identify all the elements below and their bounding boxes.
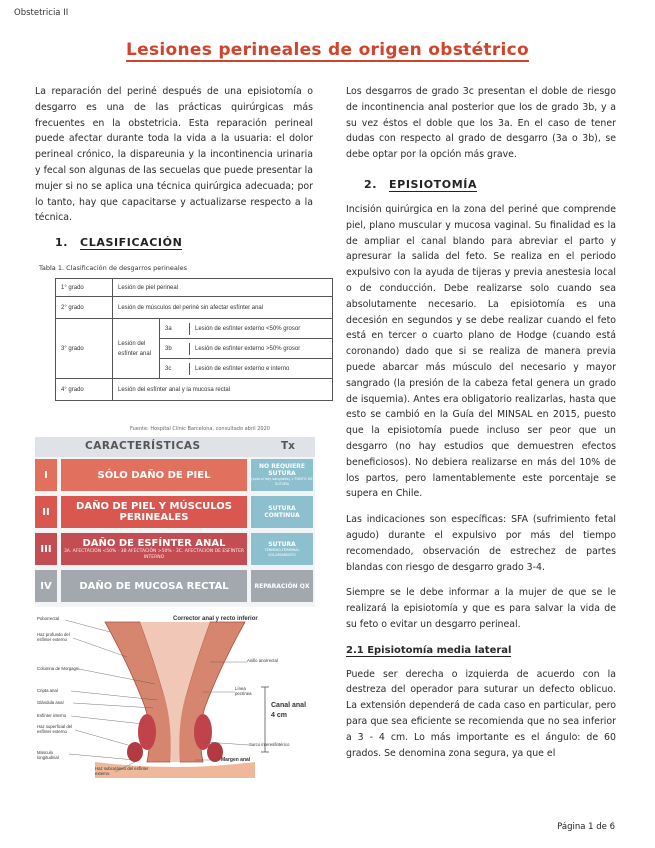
page-footer: Página 1 de 6: [557, 822, 615, 832]
grade-description: [61, 570, 247, 602]
treatment-subtext: TÉRMINO-TERMINAL SOLAPAMIENTO: [264, 547, 300, 557]
grade-treatment: [251, 459, 313, 491]
treatment-subtext: (solo si hay sangrado) 1 PUNTO DE SUTURA: [251, 477, 313, 486]
characteristics-graphic: [35, 437, 315, 607]
grade-number: I: [35, 459, 57, 491]
grade-number: IV: [35, 570, 57, 602]
anatomy-label: Haz subcutáneo del esfínter externo: [95, 766, 149, 776]
page-header: Obstetricia II: [14, 8, 69, 18]
table-cell: [160, 319, 333, 339]
paragraph-indications: Las indicaciones son específicas: SFA (sufrimiento fetal agudo) durante el expulsivo por más del tiempo recomendado, observación de estrechez de partes blandas con riesgo de desgarro grado 3-4.: [346, 514, 616, 573]
table-row: [56, 279, 333, 297]
grade-row-1: [35, 459, 315, 493]
table-source: Fuente: Hospital Clínic Barcelona, consultado abril 2020: [130, 426, 270, 432]
section-number: 2.: [364, 178, 378, 191]
grade-treatment: [251, 496, 313, 528]
anatomy-label: Línea pectínea: [235, 686, 252, 696]
left-column: [35, 84, 313, 236]
treatment-text: NO REQUIERE SUTURA: [259, 463, 305, 477]
section-heading-classification: [55, 236, 182, 249]
subsection-heading: [346, 643, 616, 659]
anatomy-label: Haz superficial del esfínter externo: [37, 724, 73, 734]
right-column: [346, 84, 616, 173]
subgrade-desc: Lesión de esfínter externo <50% grosor: [195, 325, 301, 332]
page-title: [0, 40, 655, 60]
grade-description-text: DAÑO DE MUCOSA RECTAL: [79, 580, 229, 592]
table-row: [56, 319, 333, 339]
treatment-text: REPARACIÓN QX: [254, 582, 310, 590]
section-title: EPISIOTOMÍA: [389, 178, 478, 191]
paragraph-grade-3c: Los desgarros de grado 3c presentan el doble de riesgo de incontinencia anal posterior que los de grado 3b, y a su vez éstos el doble que los 3a. En el caso de tener dudas con respecto al grado de desgarro (3a o 3b), se debe optar por la opción más grave.: [346, 86, 616, 161]
anatomy-label: Glándula anal: [37, 700, 64, 705]
header-tx: Tx: [281, 440, 295, 452]
table-cell: Lesión del esfínter anal: [113, 319, 160, 379]
grade-treatment: [251, 570, 313, 602]
subgrade-desc: Lesión de esfínter externo e interno: [195, 365, 290, 372]
anatomy-figure: [35, 612, 315, 778]
section-title: CLASIFICACIÓN: [80, 236, 183, 249]
anatomy-label: Columna de Morgagni: [37, 666, 80, 671]
anatomy-label: Surco interesfintérico: [249, 742, 290, 747]
grade-number: II: [35, 496, 57, 528]
treatment-text: SUTURA CONTINUA: [264, 505, 300, 519]
table-cell: Lesión de músculos del periné sin afectar esfínter anal: [113, 297, 333, 319]
table-cell: Lesión de piel perineal: [113, 279, 333, 297]
anatomy-label: Anillo anorrectal: [247, 658, 278, 663]
subsection-title: 2.1 Episiotomía media lateral: [346, 644, 512, 656]
table-cell: 4° grado: [56, 379, 113, 401]
grade-description-text: SÓLO DAÑO DE PIEL: [97, 469, 211, 481]
section-number: 1.: [55, 236, 69, 249]
anatomy-label: Músculo longitudinal: [37, 750, 59, 760]
grade-description-text: DAÑO DE PIEL Y MÚSCULOS PERINEALES: [76, 501, 232, 523]
table-row: [56, 379, 333, 401]
table-cell: [160, 339, 333, 359]
subgrade: 3b: [160, 343, 190, 355]
subgrade: 3c: [160, 363, 190, 375]
anatomy-label: Margen anal: [221, 757, 251, 763]
table-caption: Tabla 1. Clasificación de desgarros perineales: [39, 264, 188, 272]
table-cell: 1° grado: [56, 279, 113, 297]
table-row: [56, 297, 333, 319]
subgrade-desc: Lesión de esfínter externo >50% grosor: [195, 345, 301, 352]
grade-row-2: [35, 496, 315, 530]
table-cell: 3° grado: [56, 319, 113, 379]
grade-description: [61, 459, 247, 491]
grade-description: [61, 533, 247, 565]
grade-treatment: [251, 533, 313, 565]
table-cell: 2° grado: [56, 297, 113, 319]
table-cell: Lesión del esfínter anal y la mucosa rectal: [113, 379, 333, 401]
grade-row-4: [35, 570, 315, 604]
classification-table: [55, 278, 333, 401]
right-column-body: [346, 202, 616, 771]
anatomy-label: Poborrectal: [37, 616, 59, 621]
grade-subtext: 3A. AFECTACIÓN <50% · 3B AFECTACIÓN >50% · 3C. AFECTACIÓN DE ESFÍNTER INTERNO: [63, 548, 245, 560]
paragraph-incision: Incisión quirúrgica en la zona del periné que comprende piel, plano muscular y mucosa vaginal. Su finalidad es la de ampliar el canal blando para abreviar el parto y apresurar la salida del feto. Se realiza en el periodo expulsivo con la ayuda de tijeras y previa anestesia local o de conducción. Debe realizarse solo cuando sea absolutamente necesario. La episiotomía es una decesión en segundos y se debe realizar cuando el feto está en tercer o cuarto plano de Hodge (cuando está coronando) dado que si se realiza de manera previa puede abarcar más músculo del necesario y mayor sangrado (la presión de la cabeza fetal genera un grado de isquemia). Antes era obligatorio realizarlas, hasta que esto se cambió en la Guía del MINSAL en 2015, puesto que la episiotomía puede incluso ser peor que un desgarro (no hay estudios que demuestren efectos beneficiosos). No debiera realizarse en más del 10% de los partos, pero lamentablemente este porcentaje se supera en Chile.: [346, 204, 616, 500]
subgrade: 3a: [160, 323, 190, 335]
intro-paragraph: La reparación del periné después de una episiotomía o desgarro es una de las prácticas quirúrgicas más frecuentes en la obstetricia. Esta reparación perineal puede afectar durante toda la vida a la usuaria: el dolor perineal crónico, la dispareunia y la incontinencia urinaria y fecal son algunas de las secuelas que puede presentar la mujer si no se aplica una técnica quirúrgica adecuada; por lo tanto, hay que capacitarse y actualizarse respecto a la técnica.: [35, 86, 313, 224]
anatomy-label-length: 4 cm: [271, 712, 287, 719]
section-heading-episiotomy: [364, 178, 477, 191]
anatomy-label: Esfínter interno: [37, 713, 67, 718]
treatment-text: SUTURA: [268, 540, 296, 548]
header-characteristics: CARACTERÍSTICAS: [85, 440, 201, 452]
grade-description: [61, 496, 247, 528]
anatomy-label: Cripta anal: [37, 688, 58, 693]
page-title-text: Lesiones perineales de origen obstétrico: [125, 40, 529, 60]
paragraph-mediolateral: Puede ser derecha o izquierda de acuerdo con la destreza del operador para suturar un defecto oblicuo. La extensión dependerá de cada caso en particular, pero para que sea eficiente se recomienda que no sea inferior a 3 - 4 cm. Lo más importante es el ángulo: de 60 grados. Se denomina zona segura, ya que el: [346, 668, 616, 759]
grade-number: III: [35, 533, 57, 565]
grade-description-text: DAÑO DE ESFÍNTER ANAL: [82, 537, 226, 549]
grade-row-3: [35, 533, 315, 567]
table-cell: [160, 359, 333, 379]
anatomy-title: Corrector anal y recto inferior: [173, 616, 258, 622]
characteristics-header: [35, 437, 315, 457]
anatomy-label-canal: Canal anal: [271, 702, 307, 709]
paragraph-inform: Siempre se le debe informar a la mujer de que se le realizará la episiotomía y que es para salvar la vida de su feto o evitar un desgarro perineal.: [346, 587, 616, 630]
anatomy-label: Haz profundo del esfínter externo: [37, 632, 70, 642]
